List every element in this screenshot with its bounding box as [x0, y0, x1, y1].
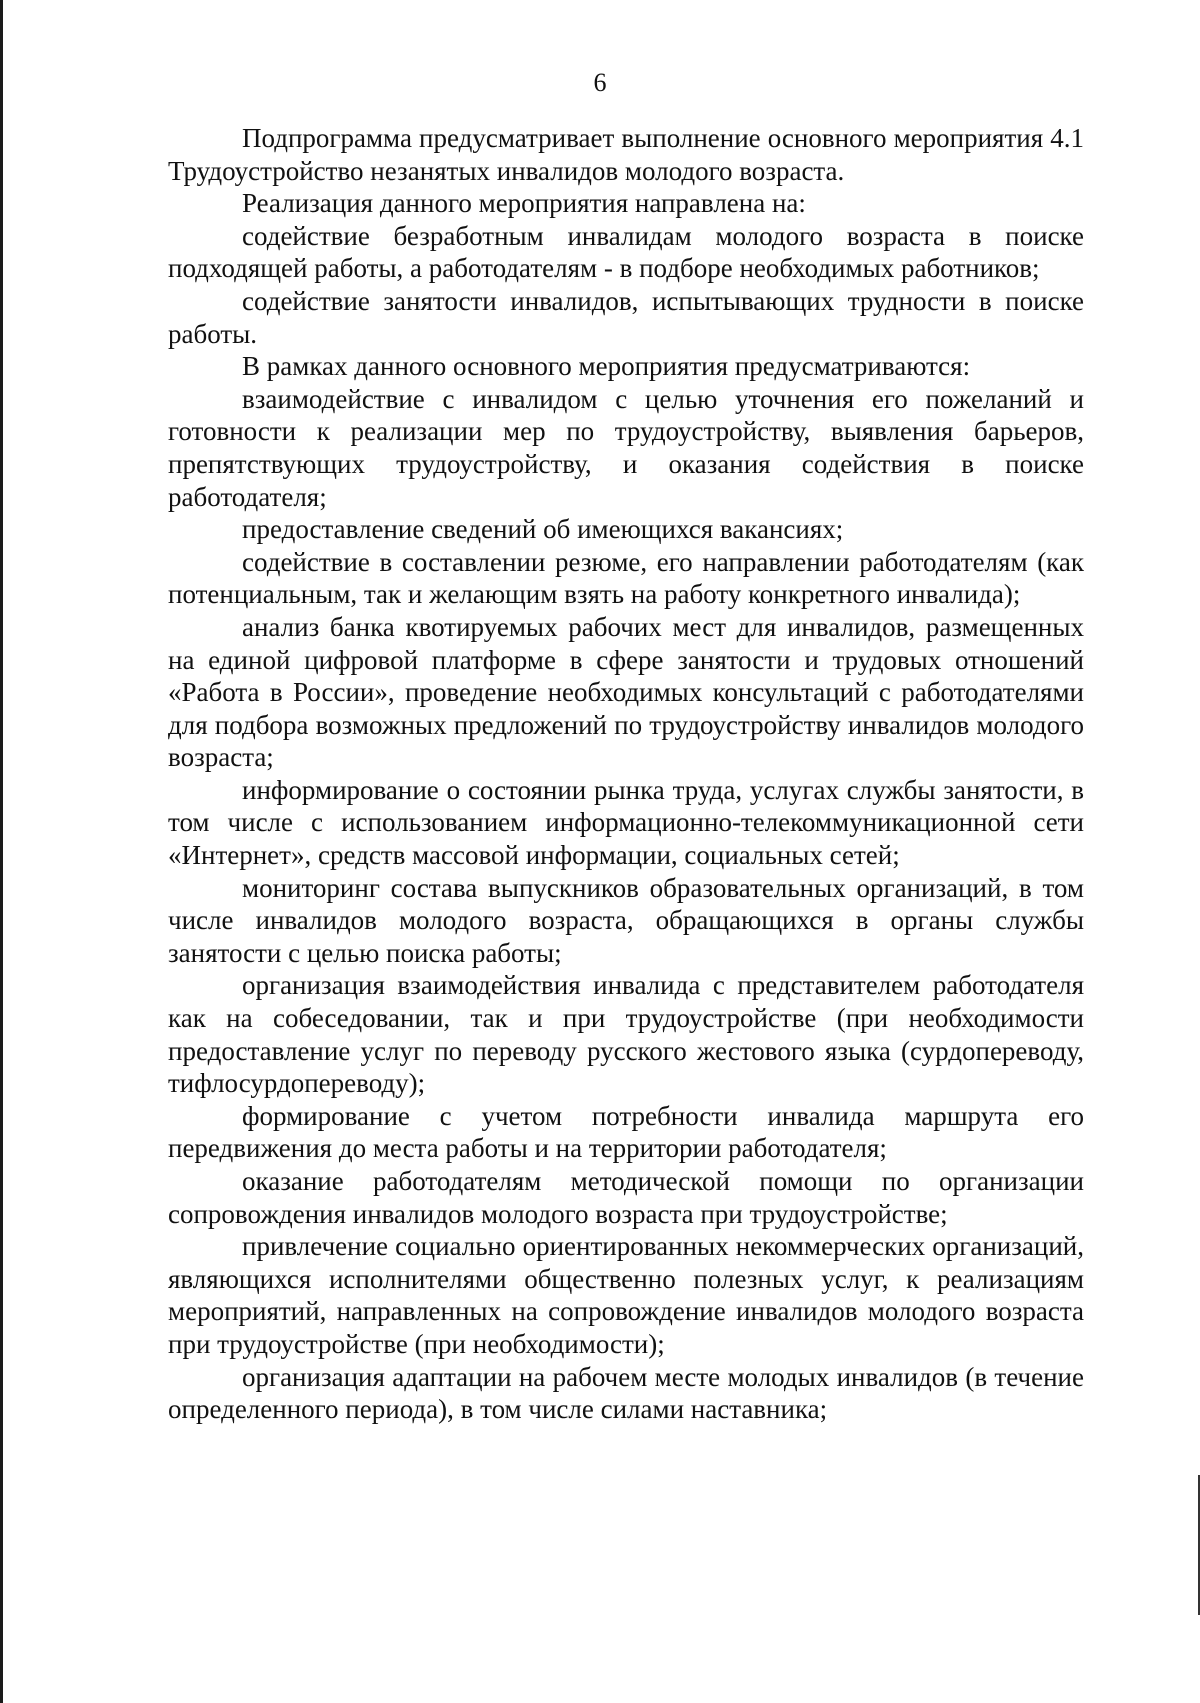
paragraph-resume-help: содействие в составлении резюме, его направлении работодателям (как потенциальным, так и желающим взять на работу конкретного инвалида);: [168, 546, 1084, 610]
paragraph-implementation-aim: Реализация данного мероприятия направлена на:: [242, 188, 806, 219]
paragraph-employer-interaction: организация взаимодействия инвалида с представителем работодателя как на собеседовании, так и при трудоустройстве (при необходимости предоставление услуг по переводу русского жестового языка (сурдопереводу, тифлосурдопереводу);: [168, 970, 1084, 1099]
paragraph-framework: В рамках данного основного мероприятия предусматриваются:: [242, 351, 971, 382]
paragraph-route-planning: формирование с учетом потребности инвалида маршрута его передвижения до места работы и на территории работодателя;: [168, 1100, 1084, 1164]
paragraph-subprogram-intro: Подпрограмма предусматривает выполнение основного мероприятия 4.1 Трудоустройство незанятых инвалидов молодого возраста.: [168, 123, 1084, 186]
page-number: 6: [593, 68, 607, 97]
paragraph-monitoring: мониторинг состава выпускников образовательных организаций, в том числе инвалидов молодого возраста, обращающихся в органы службы занятости с целью поиска работы;: [168, 872, 1084, 968]
paragraph-vacancy-info: предоставление сведений об имеющихся вакансиях;: [242, 514, 844, 545]
paragraph-nko-involvement: привлечение социально ориентированных некоммерческих организаций, являющихся исполнителями общественно полезных услуг, к реализациям мероприятий, направленных на сопровождение инвалидов молодого возраста при трудоустройстве (при необходимости);: [168, 1231, 1084, 1359]
paragraph-assist-unemployed: содействие безработным инвалидам молодого возраста в поиске подходящей работы, а работодателям - в подборе необходимых работников;: [168, 220, 1084, 284]
paragraph-adaptation: организация адаптации на рабочем месте молодых инвалидов (в течение определенного периода), в том числе силами наставника;: [168, 1361, 1084, 1425]
paragraph-quota-analysis: анализ банка квотируемых рабочих мест для инвалидов, размещенных на единой цифровой платформе в сфере занятости и трудовых отношений «Работа в России», проведение необходимых консультаций с работодателями для подбора возможных предложений по трудоустройству инвалидов молодого возраста;: [168, 611, 1084, 773]
scan-edge-left: [0, 0, 3, 1703]
paragraph-methodical-help: оказание работодателям методической помощи по организации сопровождения инвалидов молодого возраста при трудоустройстве;: [168, 1166, 1084, 1229]
paragraph-assist-employment: содействие занятости инвалидов, испытывающих трудности в поиске работы.: [168, 285, 1084, 349]
document-body: [168, 122, 1084, 1426]
paragraph-interaction: взаимодействие с инвалидом с целью уточнения его пожеланий и готовности к реализации мер по трудоустройству, выявления барьеров, препятствующих трудоустройству, и оказания содействия в поиске работодателя;: [168, 383, 1084, 512]
paragraph-informing: информирование о состоянии рынка труда, услугах службы занятости, в том числе с использованием информационно-телекоммуникационной сети «Интернет», средств массовой информации, социальных сетей;: [168, 774, 1084, 871]
